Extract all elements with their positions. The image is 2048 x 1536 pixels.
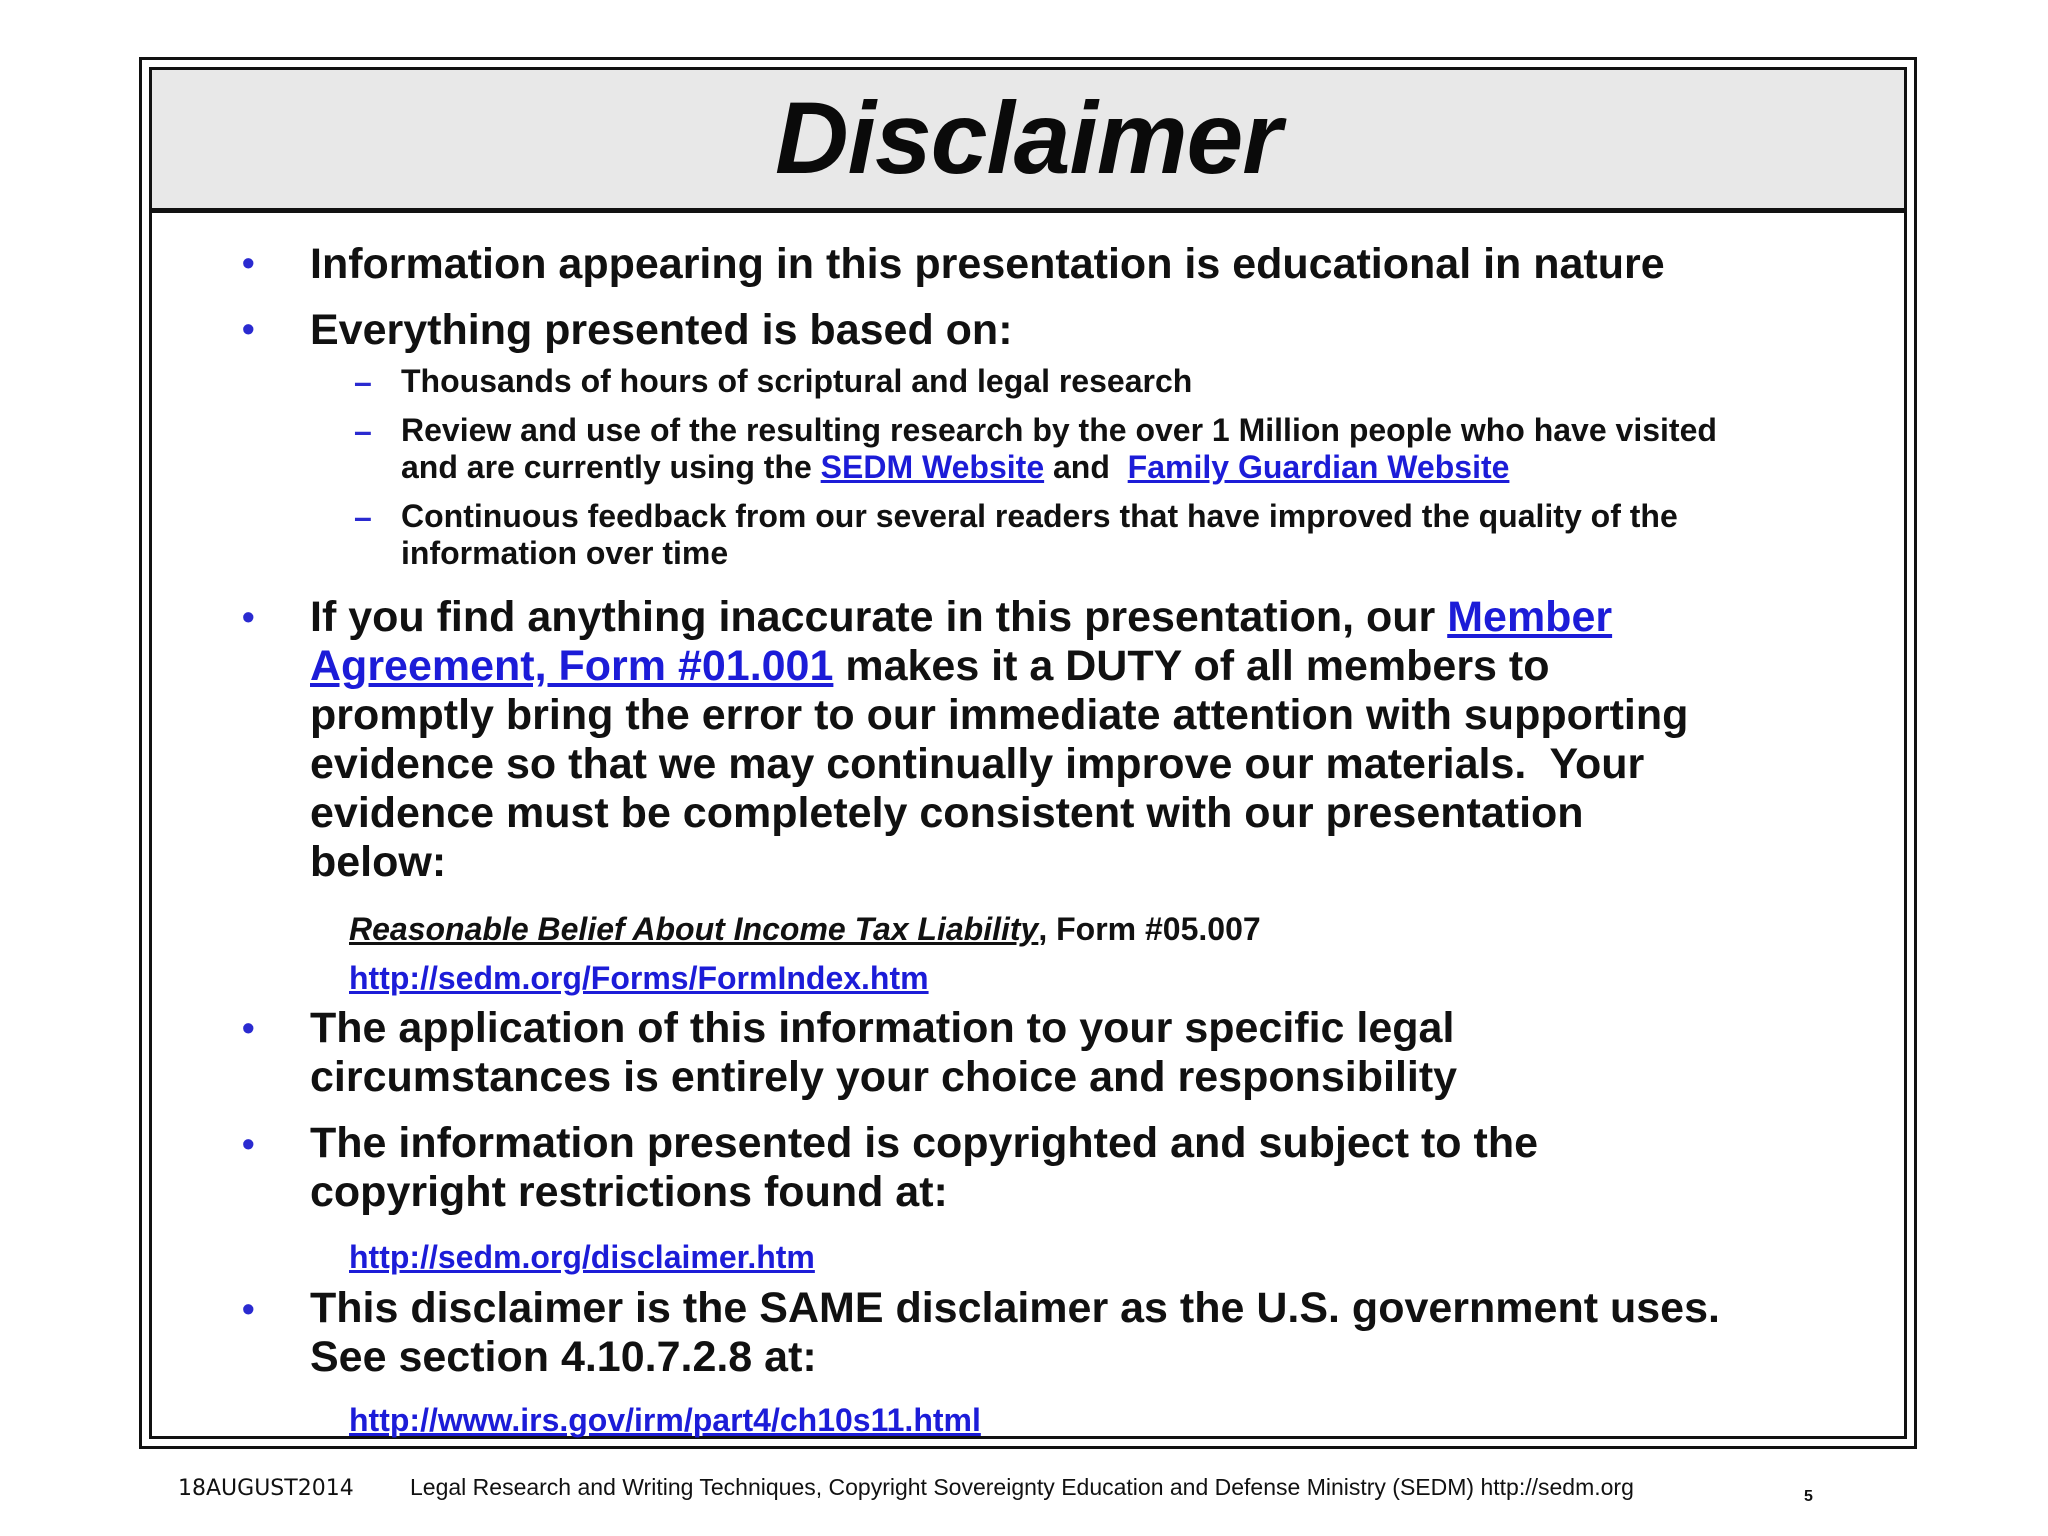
bullet-copyright: The information presented is copyrighted and subject to the copyright restrictions found at: (310, 1119, 1539, 1216)
member-agreement-link-cont[interactable]: Agreement, Form #01.001 (310, 642, 834, 690)
form-index-link[interactable]: http://sedm.org/Forms/FormIndex.htm (349, 960, 929, 996)
dash-icon: – (354, 364, 372, 400)
slide-body (149, 67, 1907, 1439)
irs-irm-link[interactable]: http://www.irs.gov/irm/part4/ch10s11.html (349, 1402, 981, 1438)
bullet-educational: Information appearing in this presentation is educational in nature (310, 240, 1665, 288)
bullet-based-on: Everything presented is based on: (310, 306, 1013, 354)
sub-review-line1: Review and use of the resulting research by the over 1 Million people who have visited (401, 412, 1717, 448)
page-number: 5 (1804, 1488, 1813, 1505)
sub-research: Thousands of hours of scriptural and legal research (401, 363, 1193, 399)
sedm-website-link[interactable]: SEDM Website (820, 449, 1045, 485)
dash-icon: – (354, 499, 372, 535)
bullet-inaccurate: If you find anything inaccurate in this presentation, our Member Agreement, Form #01.001 makes it a DUTY of all members to promptly bring the error to our immediate attention with supporting evidence so that we may continually improve our materials. Your evidence must be completely consistent with our presentation below: (310, 593, 1689, 886)
footer-text: Legal Research and Writing Techniques, Copyright Sovereignty Education and Defense Ministry (SEDM) http://sedm.org (410, 1474, 1634, 1500)
slide-title: Disclaimer (775, 81, 1281, 195)
bullet-icon: • (242, 1007, 255, 1048)
footer-date: 18AUGUST2014 (178, 1476, 354, 1501)
title-band (152, 70, 1904, 213)
bullet-application: The application of this information to your specific legal circumstances is entirely your choice and responsibility (310, 1004, 1458, 1101)
disclaimer-link[interactable]: http://sedm.org/disclaimer.htm (349, 1239, 815, 1275)
bullet-icon: • (242, 1288, 255, 1329)
bullet-icon: • (242, 242, 255, 283)
sub-review-line2: and are currently using the SEDM Website and Family Guardian Website (401, 449, 1510, 485)
bullet-icon: • (242, 596, 255, 637)
reference-form: Reasonable Belief About Income Tax Liability, Form #05.007 (349, 911, 1261, 947)
bullet-icon: • (242, 1123, 255, 1164)
reference-title: Reasonable Belief About Income Tax Liability (349, 911, 1039, 947)
sub-feedback: Continuous feedback from our several readers that have improved the quality of the information over time (401, 498, 1678, 571)
footer (178, 1474, 1634, 1501)
bullet-icon: • (242, 308, 255, 349)
slide-content (152, 213, 1904, 1436)
slide-frame (139, 57, 1917, 1449)
dash-icon: – (354, 413, 372, 449)
family-guardian-website-link[interactable]: Family Guardian Website (1127, 449, 1510, 485)
bullet-same-disclaimer: This disclaimer is the SAME disclaimer as the U.S. government uses. See section 4.10.7.2.8 at: (310, 1284, 1720, 1381)
sub-review (401, 412, 1717, 486)
member-agreement-link[interactable]: Member (1447, 593, 1613, 641)
